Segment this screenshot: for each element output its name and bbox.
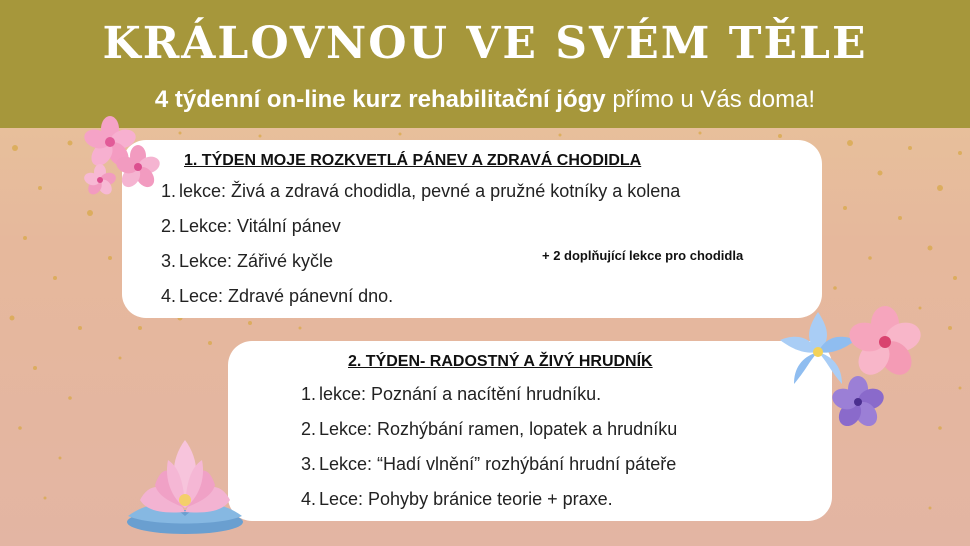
week1-card bbox=[122, 140, 822, 318]
lesson-text: Lece: Zdravé pánevní dno. bbox=[179, 286, 394, 306]
lesson-text: Lekce: Rozhýbání ramen, lopatek a hrudníku bbox=[319, 419, 678, 439]
lesson-text: Lekce: “Hadí vlnění” rozhýbání hrudní páteře bbox=[319, 454, 677, 474]
subtitle-bold: 4 týdenní on-line kurz rehabilitační jógy bbox=[154, 86, 606, 113]
lesson-text: lekce: Poznání a nacítění hrudníku. bbox=[319, 384, 602, 404]
lesson-text: Lekce: Zářivé kyčle bbox=[179, 251, 334, 271]
week1-title: 1. TÝDEN MOJE ROZKVETLÁ PÁNEV A ZDRAVÁ CHODIDLA bbox=[184, 152, 642, 169]
list-item bbox=[158, 180, 680, 215]
list-item bbox=[298, 488, 677, 523]
week2-card bbox=[228, 341, 832, 521]
week2-title: 2. TÝDEN- RADOSTNÝ A ŽIVÝ HRUDNÍK bbox=[348, 353, 653, 370]
subtitle-rest: přímo u Vás doma! bbox=[605, 86, 816, 113]
lesson-number: 1. bbox=[300, 384, 316, 404]
list-item bbox=[298, 418, 677, 453]
lesson-number: 4. bbox=[160, 286, 176, 306]
list-item bbox=[298, 383, 677, 418]
lotus-flower-icon bbox=[120, 430, 250, 538]
lesson-number: 1. bbox=[160, 181, 176, 201]
lesson-text: lekce: Živá a zdravá chodidla, pevné a pružné kotníky a kolena bbox=[179, 181, 681, 201]
lesson-number: 3. bbox=[300, 454, 316, 474]
lesson-text: Lekce: Vitální pánev bbox=[179, 216, 341, 236]
list-item bbox=[158, 215, 680, 250]
lesson-number: 2. bbox=[160, 216, 176, 236]
header-banner bbox=[0, 0, 970, 128]
page-title: KRÁLOVNOU VE SVÉM TĚLE bbox=[102, 18, 868, 69]
week2-lesson-list bbox=[298, 383, 677, 523]
lesson-number: 2. bbox=[300, 419, 316, 439]
lesson-number: 3. bbox=[160, 251, 176, 271]
lesson-number: 4. bbox=[300, 489, 316, 509]
list-item bbox=[298, 453, 677, 488]
blue-pink-purple-flowers-icon bbox=[770, 300, 930, 440]
list-item bbox=[158, 285, 680, 320]
extra-lessons-note: + 2 doplňující lekce pro chodidla bbox=[542, 248, 744, 263]
pink-flower-cluster-icon bbox=[78, 112, 168, 202]
lesson-text: Lece: Pohyby bránice teorie + praxe. bbox=[319, 489, 613, 509]
